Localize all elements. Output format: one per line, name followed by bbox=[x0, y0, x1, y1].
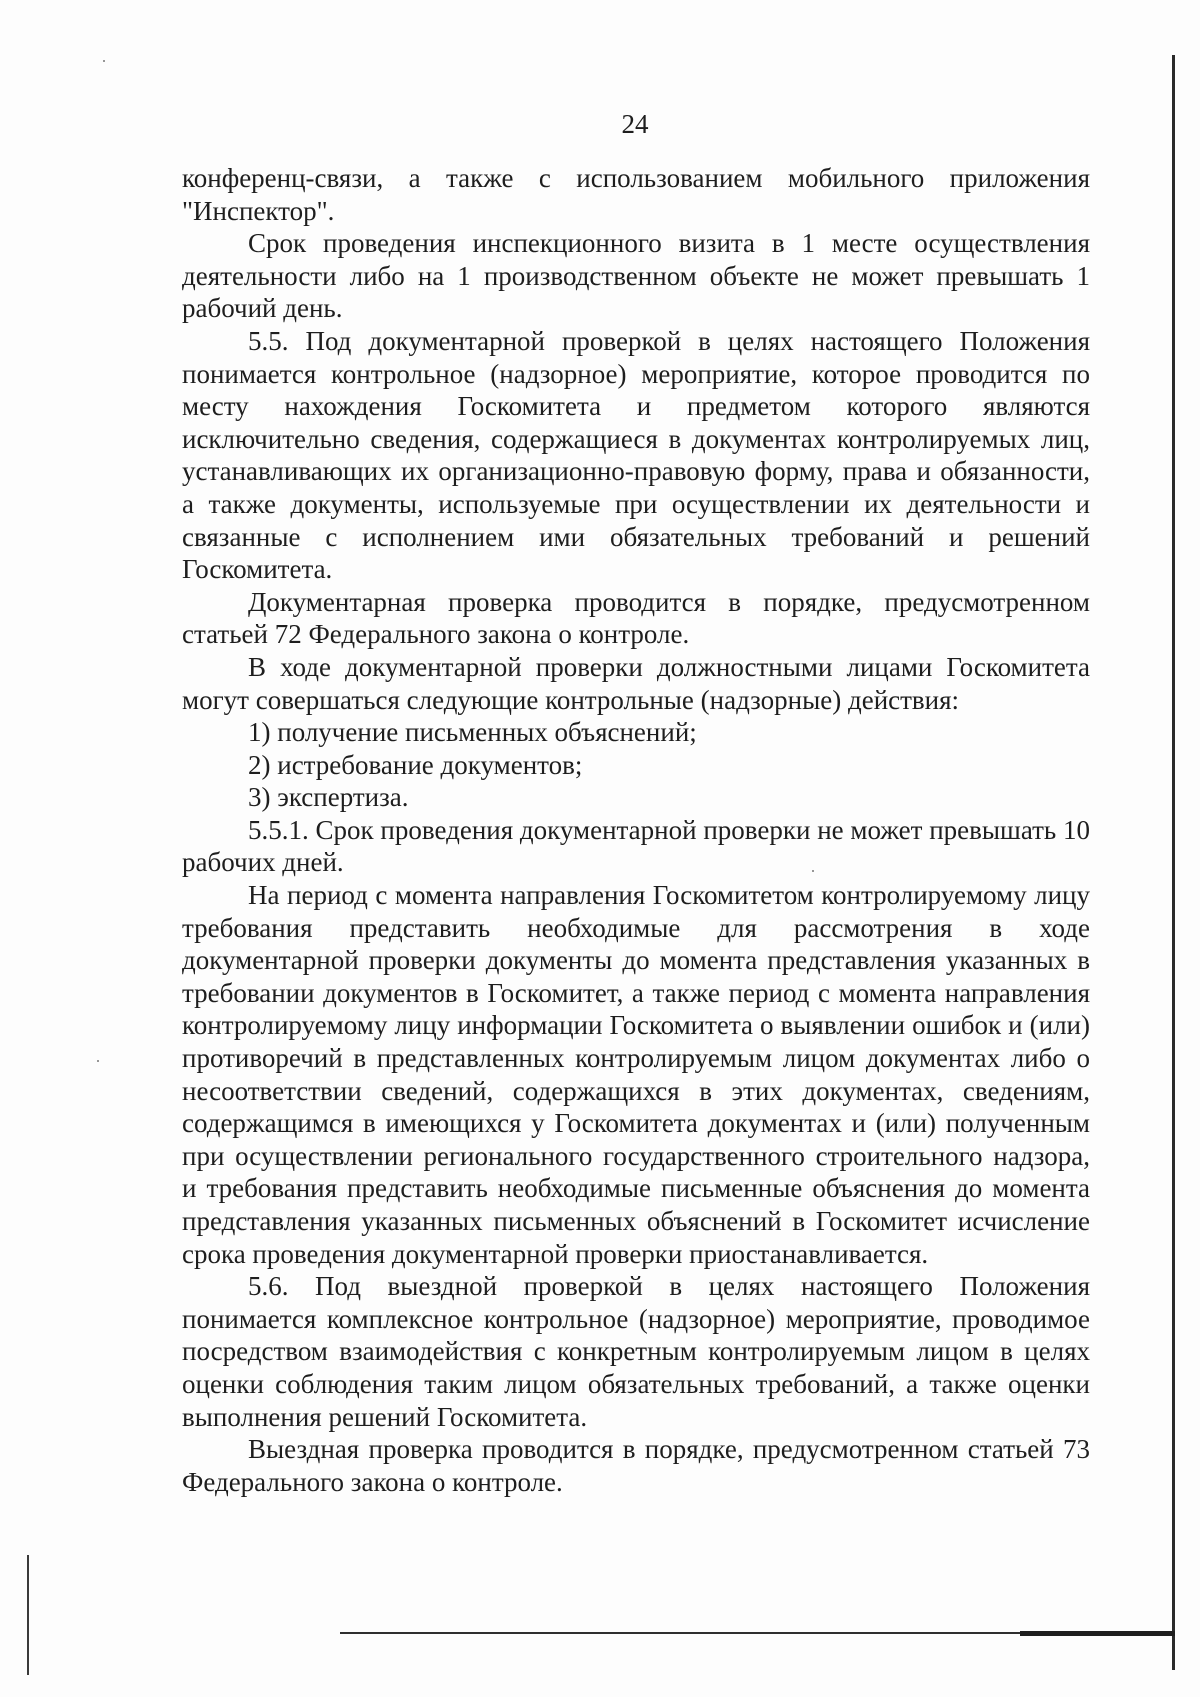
paragraph: Выездная проверка проводится в порядке, предусмотренном статьей 73 Федерального закона о контроле. bbox=[182, 1434, 1090, 1497]
list-item: 1) получение письменных объяснений; bbox=[248, 717, 697, 748]
list-item: 3) экспертиза. bbox=[248, 782, 409, 813]
paragraph: конференц-связи, а также с использованием мобильного приложения "Инспектор". bbox=[182, 163, 1090, 226]
paragraph-section-5-5-1: 5.5.1. Срок проведения документарной проверки не может превышать 10 рабочих дней. bbox=[182, 814, 1090, 878]
scan-speck bbox=[97, 1060, 99, 1062]
paragraph: Срок проведения инспекционного визита в 1 месте осуществления деятельности либо на 1 производственном объекте не может превышать 1 рабочий день. bbox=[182, 228, 1090, 324]
paragraph-section-5-5: 5.5. Под документарной проверкой в целях настоящего Положения понимается контрольное (надзорное) мероприятие, которое проводится по месту нахождения Госкомитета и предметом которого являются исключительно сведения, содержащиеся в документах контролируемых лиц, устанавливающих их организационно-правовую форму, права и обязанности, а также документы, используемые при осуществлении их деятельности и связанные с исполнением ими обязательных требований и решений Госкомитета. bbox=[182, 325, 1090, 585]
scan-speck bbox=[103, 60, 105, 62]
paragraph: В ходе документарной проверки должностными лицами Госкомитета могут совершаться следующие контрольные (надзорные) действия: bbox=[182, 651, 1090, 715]
paragraph: Документарная проверка проводится в порядке, предусмотренном статьей 72 Федерального закона о контроле. bbox=[182, 586, 1090, 650]
scan-edge-line-right bbox=[1172, 55, 1175, 1670]
page-number: 24 bbox=[621, 109, 649, 139]
document-body bbox=[182, 162, 1090, 1498]
paragraph-section-5-6: 5.6. Под выездной проверкой в целях настоящего Положения понимается комплексное контрольное (надзорное) мероприятие, проводимое посредством взаимодействия с конкретным контролируемым лицом в целях оценки соблюдения таким лицом обязательных требований, а также оценки выполнения решений Госкомитета. bbox=[182, 1271, 1090, 1432]
scan-edge-line-left bbox=[27, 1555, 29, 1675]
list-item: 2) истребование документов; bbox=[248, 749, 583, 780]
paragraph: На период с момента направления Госкомитетом контролируемому лицу требования представить необходимые для рассмотрения в ходе документарной проверки документы до момента представления указанных в требовании документов в Госкомитет, а также период с момента направления контролируемому лицу информации Госкомитета о выявлении ошибок и (или) противоречий в представленных контролируемым лицом документах либо о несоответствии сведений, содержащихся в этих документах, сведениям, содержащимся в имеющихся у Госкомитета документах и (или) полученным при осуществлении регионального государственного строительного надзора, и требования представить необходимые письменные объяснения до момента представления указанных письменных объяснений в Госкомитет исчисление срока проведения документарной проверки приостанавливается. bbox=[182, 880, 1090, 1269]
scan-edge-mark-bottom bbox=[1020, 1631, 1175, 1636]
